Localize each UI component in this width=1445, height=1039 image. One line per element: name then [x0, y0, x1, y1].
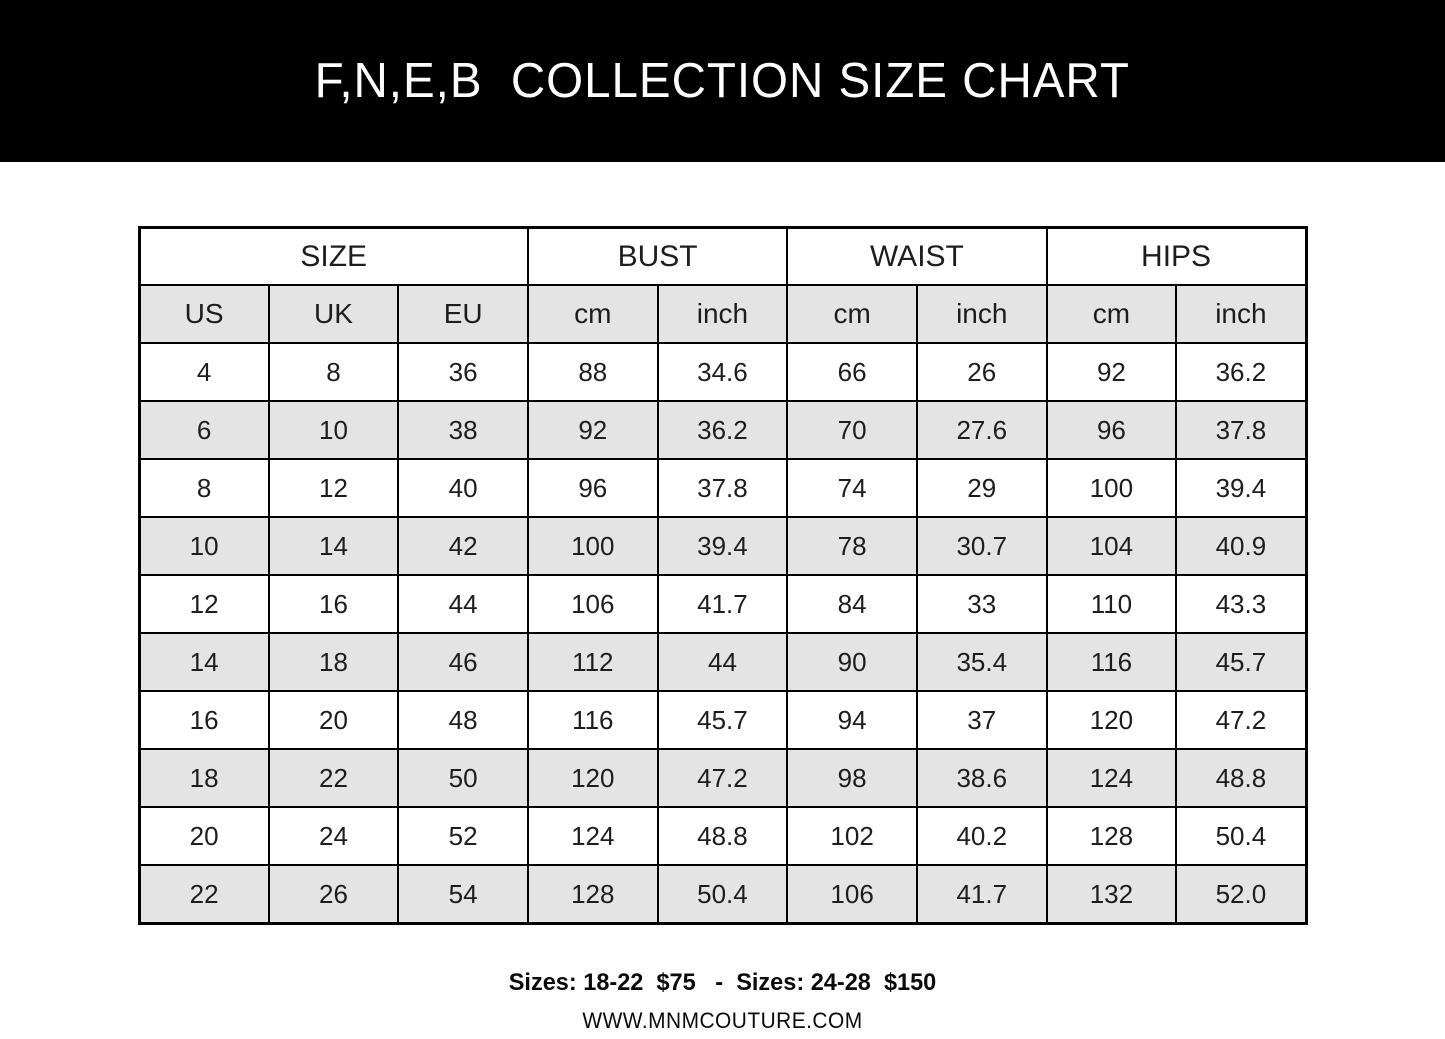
subheader-eu: EU — [398, 285, 528, 343]
cell-uk: 20 — [269, 691, 399, 749]
cell-bust-inch: 41.7 — [658, 575, 788, 633]
cell-waist-inch: 33 — [917, 575, 1047, 633]
cell-bust-inch: 44 — [658, 633, 788, 691]
cell-bust-inch: 34.6 — [658, 343, 788, 401]
cell-waist-inch: 35.4 — [917, 633, 1047, 691]
table-row — [139, 517, 1306, 575]
cell-us: 8 — [139, 459, 269, 517]
cell-waist-inch: 29 — [917, 459, 1047, 517]
cell-waist-inch: 30.7 — [917, 517, 1047, 575]
cell-eu: 44 — [398, 575, 528, 633]
cell-uk: 10 — [269, 401, 399, 459]
cell-uk: 26 — [269, 865, 399, 924]
cell-hips-cm: 92 — [1047, 343, 1177, 401]
cell-waist-inch: 27.6 — [917, 401, 1047, 459]
cell-hips-cm: 124 — [1047, 749, 1177, 807]
cell-bust-inch: 47.2 — [658, 749, 788, 807]
cell-bust-inch: 50.4 — [658, 865, 788, 924]
cell-hips-cm: 116 — [1047, 633, 1177, 691]
cell-bust-cm: 88 — [528, 343, 658, 401]
cell-bust-cm: 128 — [528, 865, 658, 924]
cell-bust-inch: 39.4 — [658, 517, 788, 575]
cell-hips-cm: 120 — [1047, 691, 1177, 749]
cell-bust-inch: 48.8 — [658, 807, 788, 865]
cell-eu: 42 — [398, 517, 528, 575]
group-header-row — [139, 228, 1306, 286]
cell-hips-cm: 100 — [1047, 459, 1177, 517]
cell-waist-cm: 98 — [787, 749, 917, 807]
cell-waist-cm: 102 — [787, 807, 917, 865]
cell-eu: 46 — [398, 633, 528, 691]
cell-waist-cm: 90 — [787, 633, 917, 691]
cell-uk: 8 — [269, 343, 399, 401]
cell-hips-cm: 104 — [1047, 517, 1177, 575]
cell-us: 18 — [139, 749, 269, 807]
subheader-waist-cm: cm — [787, 285, 917, 343]
cell-eu: 54 — [398, 865, 528, 924]
cell-us: 14 — [139, 633, 269, 691]
cell-uk: 22 — [269, 749, 399, 807]
table-row — [139, 575, 1306, 633]
group-header-size: SIZE — [139, 228, 528, 286]
cell-waist-inch: 41.7 — [917, 865, 1047, 924]
cell-bust-cm: 116 — [528, 691, 658, 749]
cell-waist-inch: 40.2 — [917, 807, 1047, 865]
cell-hips-inch: 47.2 — [1176, 691, 1306, 749]
cell-hips-inch: 40.9 — [1176, 517, 1306, 575]
cell-us: 10 — [139, 517, 269, 575]
cell-eu: 36 — [398, 343, 528, 401]
cell-waist-cm: 106 — [787, 865, 917, 924]
cell-waist-cm: 74 — [787, 459, 917, 517]
cell-us: 16 — [139, 691, 269, 749]
pricing-note: Sizes: 18-22 $75 - Sizes: 24-28 $150 — [508, 969, 937, 996]
cell-waist-inch: 37 — [917, 691, 1047, 749]
table-row — [139, 633, 1306, 691]
cell-hips-inch: 36.2 — [1176, 343, 1306, 401]
cell-waist-cm: 66 — [787, 343, 917, 401]
cell-hips-inch: 45.7 — [1176, 633, 1306, 691]
cell-hips-inch: 43.3 — [1176, 575, 1306, 633]
group-header-bust: BUST — [528, 228, 787, 286]
cell-waist-cm: 78 — [787, 517, 917, 575]
cell-hips-cm: 110 — [1047, 575, 1177, 633]
cell-bust-inch: 37.8 — [658, 459, 788, 517]
cell-uk: 16 — [269, 575, 399, 633]
table-row — [139, 865, 1306, 924]
cell-uk: 18 — [269, 633, 399, 691]
cell-bust-cm: 124 — [528, 807, 658, 865]
cell-eu: 50 — [398, 749, 528, 807]
cell-hips-inch: 52.0 — [1176, 865, 1306, 924]
cell-us: 20 — [139, 807, 269, 865]
table-row — [139, 459, 1306, 517]
cell-eu: 48 — [398, 691, 528, 749]
title-banner — [0, 0, 1445, 162]
cell-us: 22 — [139, 865, 269, 924]
table-row — [139, 807, 1306, 865]
cell-eu: 52 — [398, 807, 528, 865]
size-chart-table — [138, 226, 1308, 925]
cell-uk: 24 — [269, 807, 399, 865]
subheader-uk: UK — [269, 285, 399, 343]
cell-hips-cm: 132 — [1047, 865, 1177, 924]
cell-bust-inch: 45.7 — [658, 691, 788, 749]
subheader-bust-inch: inch — [658, 285, 788, 343]
cell-bust-cm: 92 — [528, 401, 658, 459]
group-header-hips: HIPS — [1047, 228, 1306, 286]
cell-waist-inch: 38.6 — [917, 749, 1047, 807]
table-row — [139, 749, 1306, 807]
website-url: WWW.MNMCOUTURE.COM — [582, 1008, 863, 1033]
cell-hips-inch: 50.4 — [1176, 807, 1306, 865]
cell-eu: 38 — [398, 401, 528, 459]
cell-us: 12 — [139, 575, 269, 633]
group-header-waist: WAIST — [787, 228, 1046, 286]
cell-us: 6 — [139, 401, 269, 459]
cell-waist-cm: 70 — [787, 401, 917, 459]
cell-us: 4 — [139, 343, 269, 401]
subheader-hips-inch: inch — [1176, 285, 1306, 343]
subheader-waist-inch: inch — [917, 285, 1047, 343]
subheader-hips-cm: cm — [1047, 285, 1177, 343]
page-title: F,N,E,B COLLECTION SIZE CHART — [314, 54, 1131, 108]
cell-eu: 40 — [398, 459, 528, 517]
subheader-us: US — [139, 285, 269, 343]
cell-hips-cm: 128 — [1047, 807, 1177, 865]
cell-hips-cm: 96 — [1047, 401, 1177, 459]
cell-hips-inch: 48.8 — [1176, 749, 1306, 807]
subheader-row — [139, 285, 1306, 343]
cell-bust-inch: 36.2 — [658, 401, 788, 459]
table-row — [139, 691, 1306, 749]
cell-bust-cm: 120 — [528, 749, 658, 807]
cell-uk: 14 — [269, 517, 399, 575]
table-row — [139, 343, 1306, 401]
cell-hips-inch: 39.4 — [1176, 459, 1306, 517]
cell-waist-inch: 26 — [917, 343, 1047, 401]
cell-waist-cm: 84 — [787, 575, 917, 633]
cell-bust-cm: 106 — [528, 575, 658, 633]
table-row — [139, 401, 1306, 459]
cell-bust-cm: 96 — [528, 459, 658, 517]
cell-bust-cm: 112 — [528, 633, 658, 691]
cell-waist-cm: 94 — [787, 691, 917, 749]
cell-uk: 12 — [269, 459, 399, 517]
cell-hips-inch: 37.8 — [1176, 401, 1306, 459]
cell-bust-cm: 100 — [528, 517, 658, 575]
subheader-bust-cm: cm — [528, 285, 658, 343]
